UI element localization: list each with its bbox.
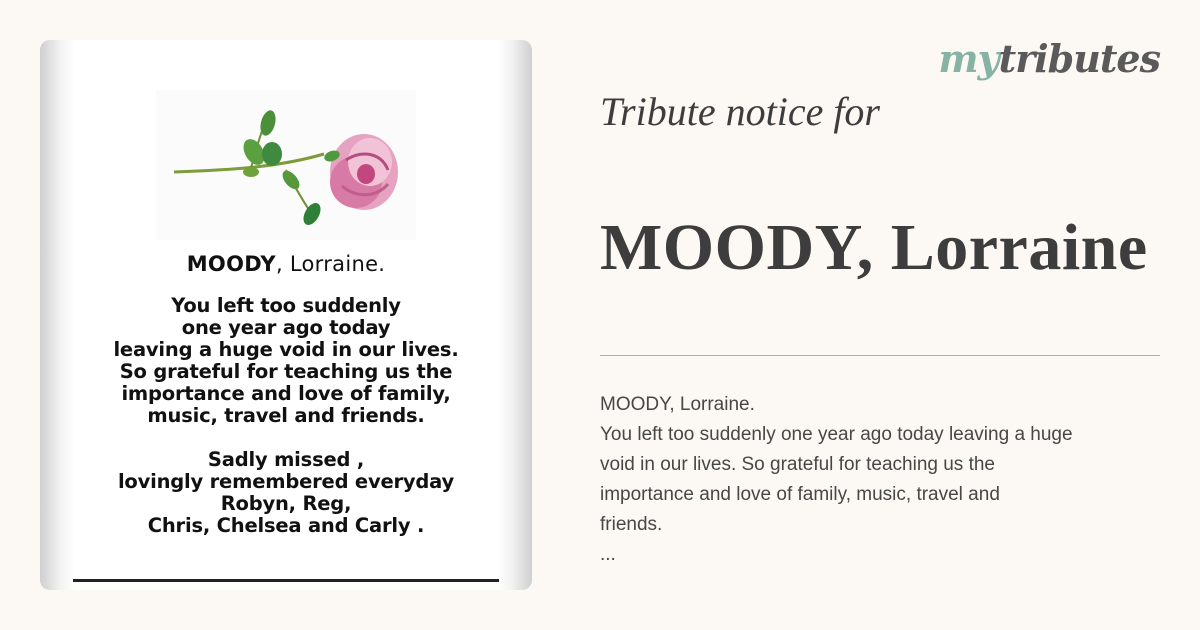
- notice-image: [40, 40, 532, 590]
- brand-logo-suffix: tributes: [998, 36, 1160, 81]
- notice-verse-line: You left too suddenly: [171, 294, 401, 317]
- summary-line: friends.: [600, 514, 663, 535]
- brand-logo: [938, 36, 1160, 81]
- summary-line: MOODY, Lorraine.: [600, 394, 755, 415]
- summary-line: void in our lives. So grateful for teaching us the: [600, 454, 996, 475]
- notice-verse-line: one year ago today: [181, 316, 391, 339]
- notice-closing-line: Chris, Chelsea and Carly .: [147, 514, 425, 537]
- summary-line: importance and love of family, music, travel and: [600, 484, 1000, 505]
- notice-closing-line: Sadly missed ,: [207, 448, 365, 471]
- notice-surname: MOODY: [186, 252, 276, 276]
- divider: [600, 355, 1160, 356]
- page-heading: Tribute notice for: [600, 89, 880, 134]
- notice-verse-line: music, travel and friends.: [147, 404, 425, 427]
- notice-paper: [73, 40, 499, 590]
- summary-line: You left too suddenly one year ago today leaving a huge: [600, 424, 1073, 445]
- notice-verse: [73, 295, 499, 537]
- rose-icon: [156, 90, 416, 240]
- notice-verse-line: leaving a huge void in our lives.: [113, 338, 459, 361]
- notice-name: [73, 252, 499, 276]
- notice-closing-line: lovingly remembered everyday: [117, 470, 455, 493]
- notice-given-name: , Lorraine.: [275, 252, 386, 276]
- notice-verse-line: importance and love of family,: [121, 382, 451, 405]
- notice-bottom-rule: [73, 579, 499, 582]
- verse-spacer: [73, 427, 499, 449]
- notice-closing-line: Robyn, Reg,: [220, 492, 352, 515]
- brand-logo-prefix: my: [938, 36, 999, 81]
- notice-verse-line: So grateful for teaching us the: [119, 360, 453, 383]
- summary-ellipsis: ...: [600, 544, 616, 565]
- notice-summary: [600, 390, 1170, 570]
- deceased-name: MOODY, Lorraine: [600, 211, 1148, 284]
